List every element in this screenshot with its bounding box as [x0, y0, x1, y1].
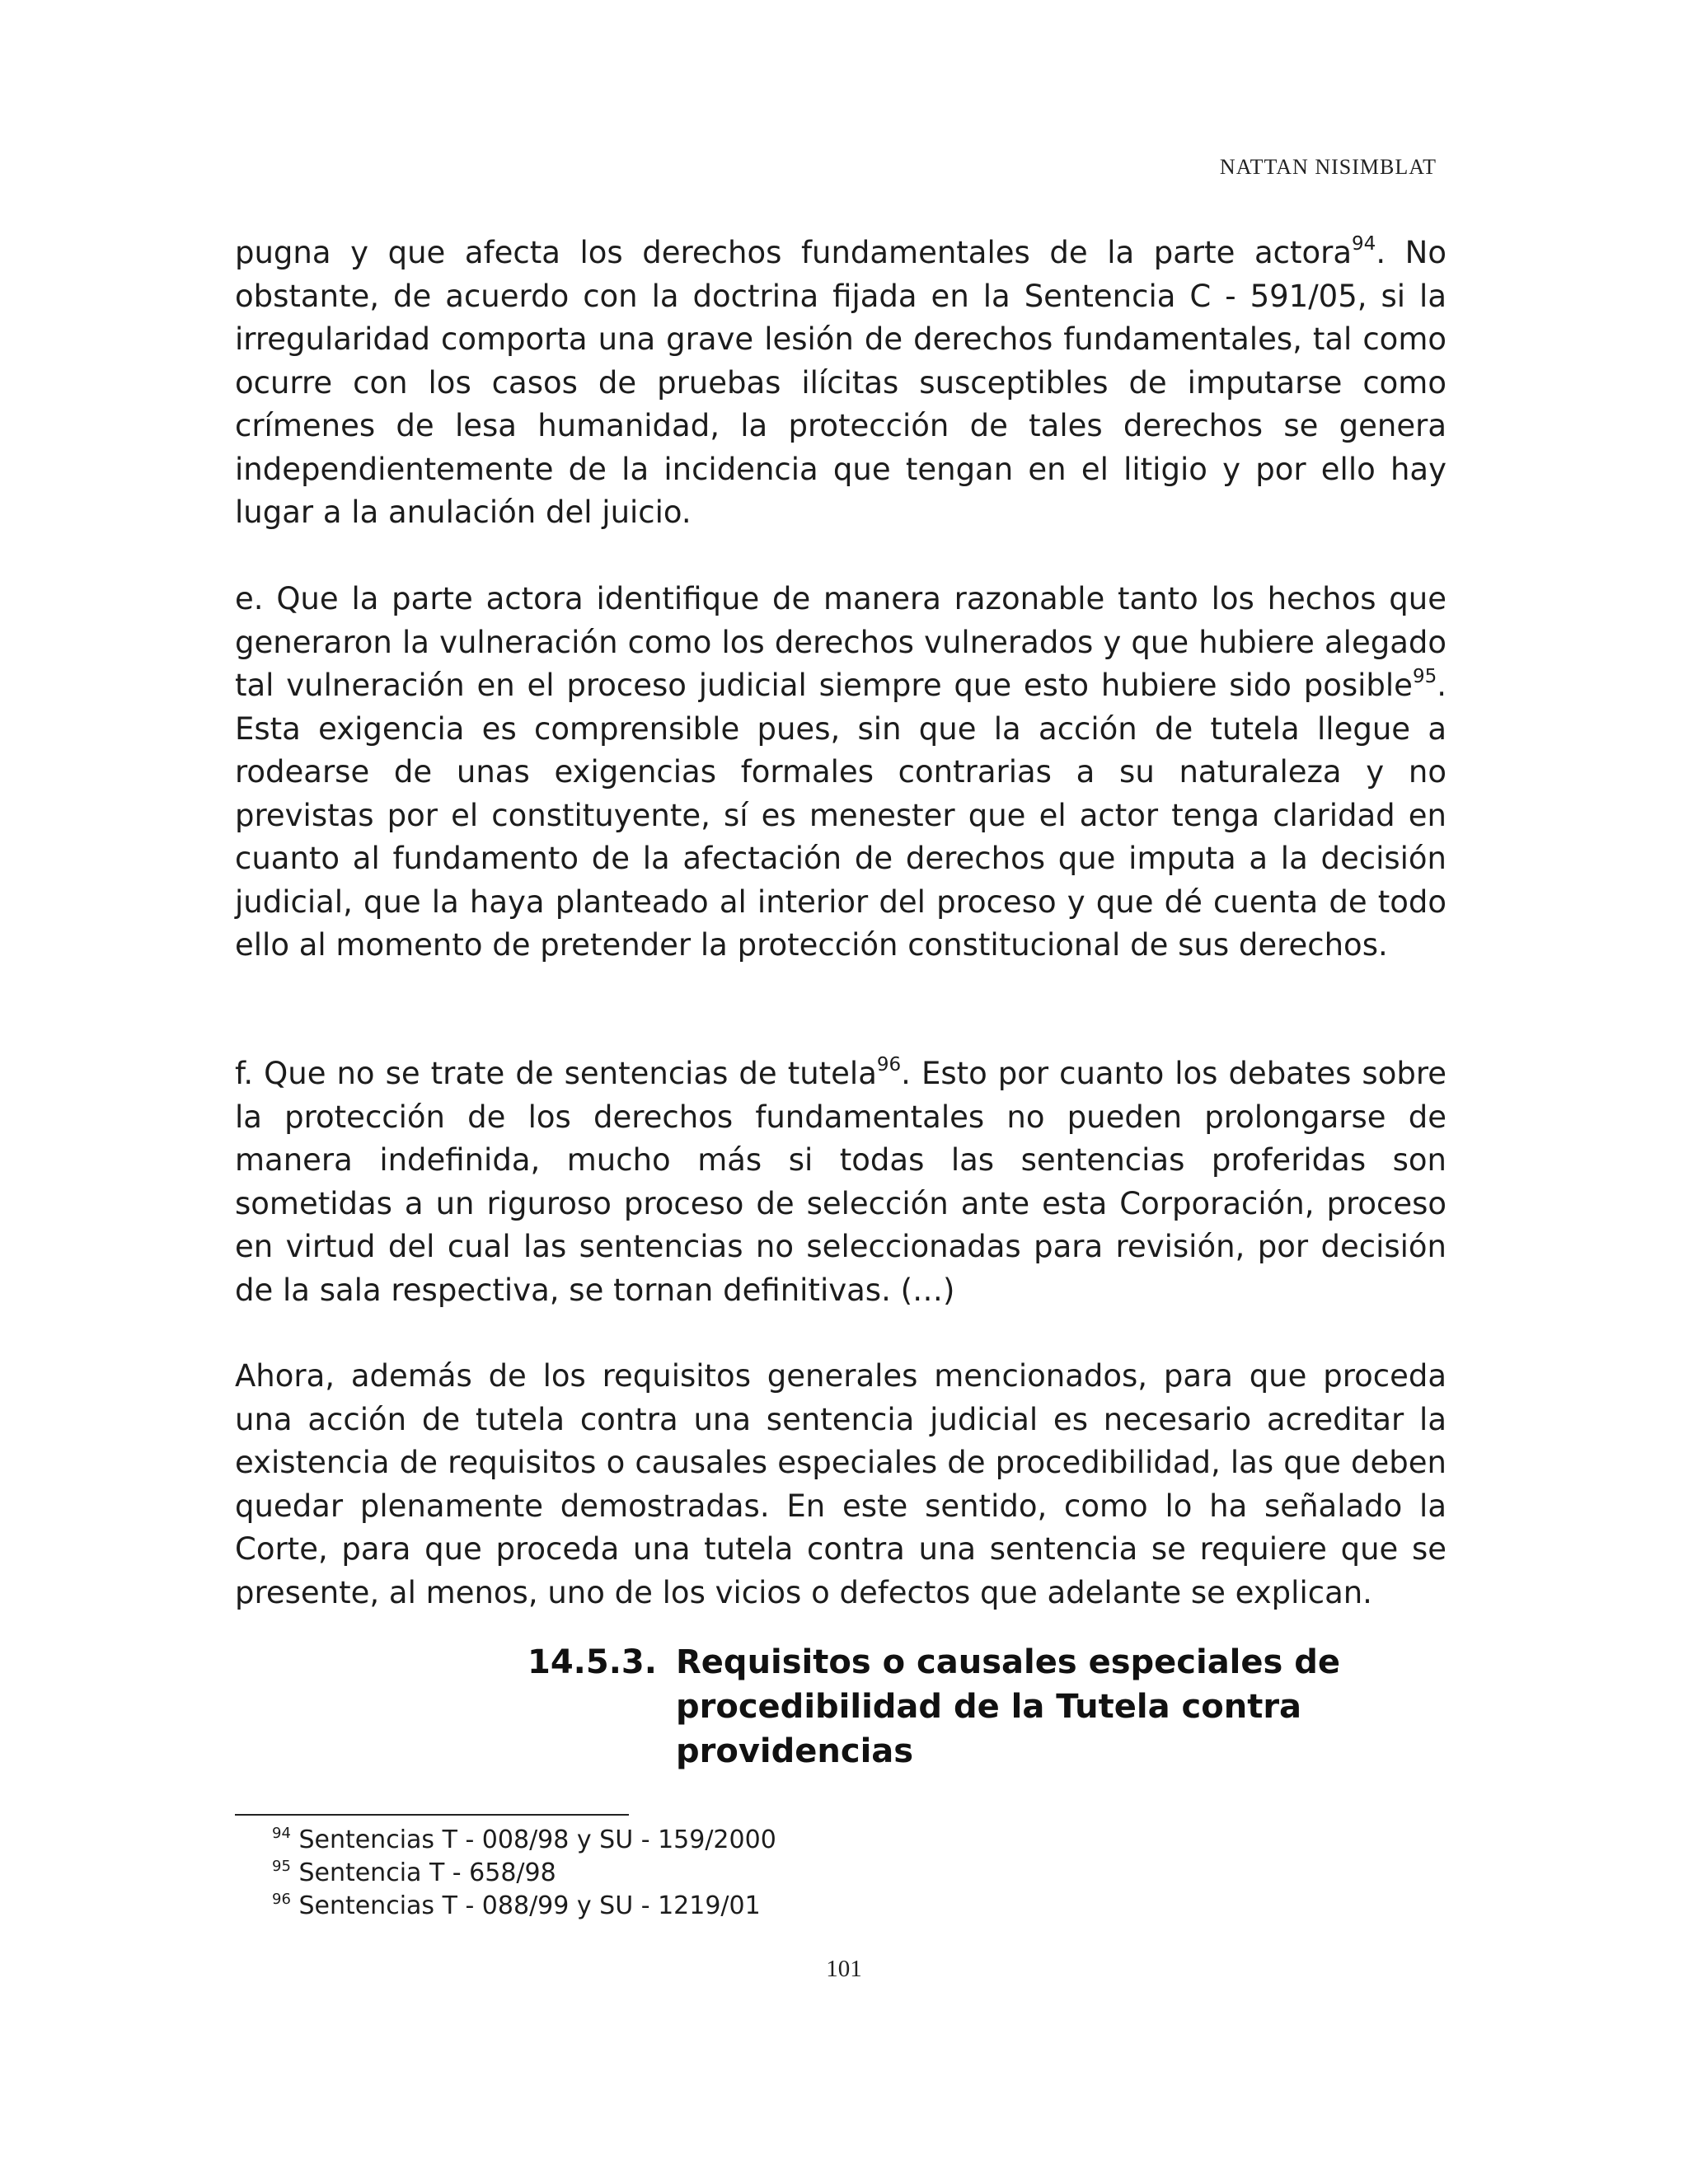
body-text	[235, 578, 1447, 968]
footnote-95	[272, 1857, 776, 1890]
paragraph-text: e. Que la parte actora identifique de manera razonable tanto los hechos que generaron la vulneración como los derechos vulnerados y que hubiere alegado tal vulneración en el proceso judicial siempre que esto hubiere sido posible	[235, 581, 1447, 703]
paragraph-ahora	[235, 1355, 1447, 1615]
footnote-text: Sentencias T - 008/98 y SU - 159/2000	[298, 1825, 776, 1854]
section-number: 14.5.3.	[528, 1643, 657, 1681]
running-header: NATTAN NISIMBLAT	[1219, 155, 1437, 179]
footnote-divider	[235, 1814, 629, 1816]
paragraph-item-e	[235, 578, 1447, 968]
footnote-text: Sentencias T - 088/99 y SU - 1219/01	[298, 1891, 761, 1920]
paragraph-continuation	[235, 232, 1447, 535]
footnote-number: 95	[272, 1858, 291, 1875]
footnote-ref-94[interactable]: 94	[1352, 233, 1376, 255]
page-number: 101	[826, 1956, 862, 1982]
body-text	[235, 1355, 1447, 1615]
paragraph-text: f. Que no se trate de sentencias de tutela	[235, 1056, 877, 1091]
footnotes	[272, 1824, 776, 1923]
paragraph-text: . No obstante, de acuerdo con la doctrina fijada en la Sentencia C - 591/05, si la irregularidad comporta una grave lesión de derechos fundamentales, tal como ocurre con los casos de pruebas ilícitas susceptibles de imputarse como crímenes de lesa humanidad, la protección de tales derechos se genera independientemente de la incidencia que tengan en el litigio y por ello hay lugar a la anulación del juicio.	[235, 235, 1447, 530]
section-title: Requisitos o causales especiales de procedibilidad de la Tutela contra providencias	[676, 1643, 1341, 1770]
section-heading	[528, 1640, 1451, 1774]
footnote-96	[272, 1890, 776, 1923]
body-text	[235, 1052, 1447, 1312]
footnote-ref-96[interactable]: 96	[876, 1054, 902, 1076]
footnote-text: Sentencia T - 658/98	[298, 1858, 556, 1887]
footnote-94	[272, 1824, 776, 1857]
body-text	[235, 232, 1447, 535]
footnote-number: 94	[272, 1825, 291, 1842]
footnote-ref-95[interactable]: 95	[1412, 666, 1437, 687]
paragraph-text: . Esta exigencia es comprensible pues, sin que la acción de tutela llegue a rodearse de unas exigencias formales contrarias a su naturaleza y no previstas por el constituyente, sí es menester que el actor tenga claridad en cuanto al fundamento de la afectación de derechos que imputa a la decisión judicial, que la haya planteado al interior del proceso y que dé cuenta de todo ello al momento de pretender la protección constitucional de sus derechos.	[235, 668, 1447, 963]
paragraph-text: pugna y que afecta los derechos fundamentales de la parte actora	[235, 235, 1353, 270]
paragraph-text: Ahora, además de los requisitos generales mencionados, para que proceda una acción de tutela contra una sentencia judicial es necesario acreditar la existencia de requisitos o causales especiales de procedibilidad, las que deben quedar plenamente demostradas. En este sentido, como lo ha señalado la Corte, para que proceda una tutela contra una sentencia se requiere que se presente, al menos, uno de los vicios o defectos que adelante se explican.	[235, 1358, 1447, 1610]
paragraph-text: . Esto por cuanto los debates sobre la protección de los derechos fundamentales no pueden prolongarse de manera indefinida, mucho más si todas las sentencias proferidas son sometidas a un riguroso proceso de selección ante esta Corporación, proceso en virtud del cual las sentencias no seleccionadas para revisión, por decisión de la sala respectiva, se tornan definitivas. (…)	[235, 1056, 1447, 1308]
paragraph-item-f	[235, 1052, 1447, 1312]
footnote-number: 96	[272, 1891, 291, 1908]
